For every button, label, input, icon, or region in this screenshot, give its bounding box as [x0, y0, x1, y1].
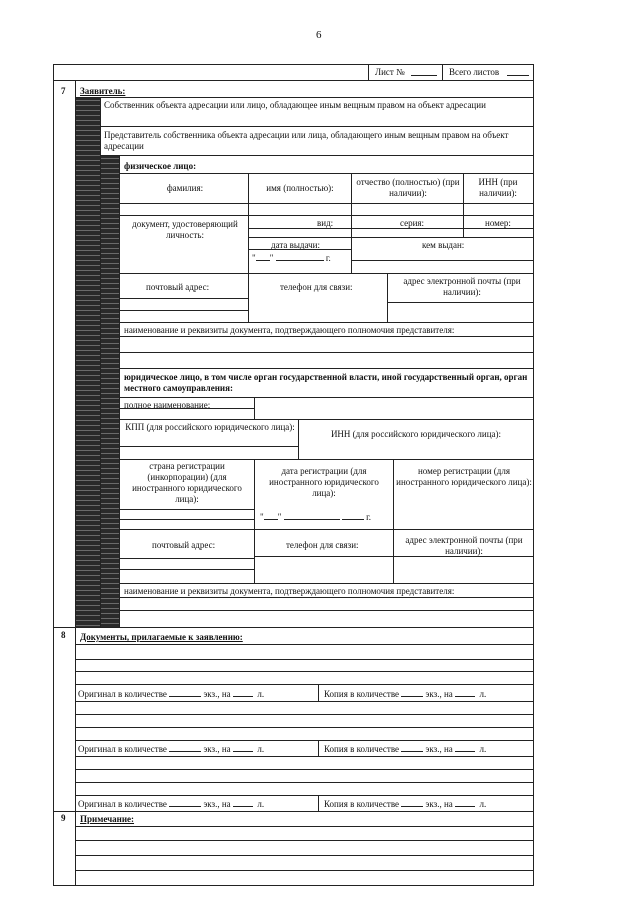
reg-number-label: номер регистрации (для иностранного юридического лица):: [396, 466, 532, 487]
legal-inn-label: ИНН (для российского юридического лица):: [330, 429, 502, 439]
original-count-row-2[interactable]: Оригинал в количестве экз., на л.: [78, 744, 265, 754]
inn-field[interactable]: [465, 204, 532, 214]
legal-authority-doc-field[interactable]: [121, 598, 532, 626]
legal-phone-field[interactable]: [256, 557, 391, 582]
individual-issue-date-field[interactable]: " " г.: [252, 253, 331, 263]
copy-count-row-3[interactable]: Копия в количестве экз., на л.: [324, 799, 487, 809]
country-field[interactable]: [121, 510, 252, 528]
name-label: имя (полностью):: [266, 183, 334, 193]
total-sheets-label: Всего листов: [449, 67, 500, 77]
individual-address-label: почтовый адрес:: [146, 282, 210, 292]
surname-label: фамилия:: [166, 183, 204, 193]
individual-authority-doc-label: наименование и реквизиты документа, подтверждающего полномочия представителя:: [124, 325, 455, 335]
doc-type-field[interactable]: [250, 229, 349, 237]
full-name-label: полное наименование:: [124, 400, 211, 410]
surname-field[interactable]: [121, 204, 246, 214]
section-9-title: Примечание:: [80, 814, 135, 824]
full-name-field[interactable]: [256, 398, 532, 418]
issued-by-field[interactable]: [355, 252, 532, 266]
section-9-number: 9: [61, 813, 66, 823]
sheet-number-label: Лист №: [375, 67, 405, 77]
legal-phone-label: телефон для связи:: [286, 540, 359, 550]
individual-title: физическое лицо:: [124, 161, 197, 171]
individual-phone-label: телефон для связи:: [280, 282, 353, 292]
legal-authority-doc-label: наименование и реквизиты документа, подтверждающего полномочия представителя:: [124, 586, 455, 596]
inn-label: ИНН (при наличии):: [478, 177, 518, 198]
legal-email-label: адрес электронной почты (при наличии):: [405, 535, 523, 556]
individual-phone-field[interactable]: [250, 299, 385, 321]
owner-option-label: Собственник объекта адресации или лицо, обладающее иным вещным правом на объект адресации: [104, 100, 486, 110]
legal-inn-field[interactable]: [300, 447, 532, 458]
issue-date-label: дата выдачи:: [271, 240, 320, 250]
reg-date-label: дата регистрации (для иностранного юридического лица):: [269, 466, 379, 498]
number-label: номер:: [485, 218, 511, 228]
total-sheets-field[interactable]: [507, 75, 529, 76]
individual-authority-doc-field[interactable]: [121, 337, 532, 367]
representative-option-label: Представитель собственника объекта адресации или лица, обладающего иным вещным правом на объект адресации: [104, 130, 509, 151]
doc-type-label: вид:: [317, 218, 334, 228]
kpp-label: КПП (для российского юридического лица):: [125, 422, 295, 432]
copy-count-row-1[interactable]: Копия в количестве экз., на л.: [324, 689, 487, 699]
series-field[interactable]: [353, 229, 461, 237]
id-document-label: документ, удостоверяющий личность:: [132, 219, 238, 240]
section-8-title: Документы, прилагаемые к заявлению:: [80, 632, 243, 642]
sheet-number-field[interactable]: [411, 75, 437, 76]
legal-reg-date-field[interactable]: " " г.: [260, 512, 372, 522]
original-count-row-3[interactable]: Оригинал в количестве экз., на л.: [78, 799, 265, 809]
legal-entity-title: юридическое лицо, в том числе орган государственной власти, иной государственный орган, орган местного самоуправления:: [124, 372, 528, 393]
attached-doc-2-field[interactable]: [77, 702, 532, 739]
section-7-number: 7: [61, 86, 66, 96]
inner-checkbox-column: [101, 156, 119, 627]
legal-address-label: почтовый адрес:: [152, 540, 216, 550]
name-field[interactable]: [250, 204, 349, 214]
reg-number-field[interactable]: [395, 510, 532, 528]
individual-email-field[interactable]: [389, 303, 532, 321]
checkbox-column: [76, 98, 100, 627]
section-7-title: Заявитель:: [80, 86, 126, 96]
number-field[interactable]: [465, 229, 532, 237]
legal-email-field[interactable]: [395, 557, 532, 582]
series-label: серия:: [400, 218, 425, 228]
attached-doc-3-field[interactable]: [77, 757, 532, 794]
individual-address-field[interactable]: [121, 299, 246, 321]
individual-email-label: адрес электронной почты (при наличии):: [403, 276, 521, 297]
patronymic-label: отчество (полностью) (при наличии):: [356, 177, 460, 198]
patronymic-field[interactable]: [353, 204, 461, 214]
original-count-row-1[interactable]: Оригинал в количестве экз., на л.: [78, 689, 265, 699]
section-8-number: 8: [61, 630, 66, 640]
legal-address-field[interactable]: [121, 559, 252, 582]
page-number: 6: [316, 29, 322, 41]
country-label: страна регистрации (инкорпорации) (для иностранного юридического лица):: [132, 461, 242, 504]
note-field[interactable]: [77, 827, 532, 884]
kpp-field[interactable]: [121, 447, 296, 458]
attached-doc-1-field[interactable]: [77, 645, 532, 683]
copy-count-row-2[interactable]: Копия в количестве экз., на л.: [324, 744, 487, 754]
issued-by-label: кем выдан:: [422, 240, 465, 250]
